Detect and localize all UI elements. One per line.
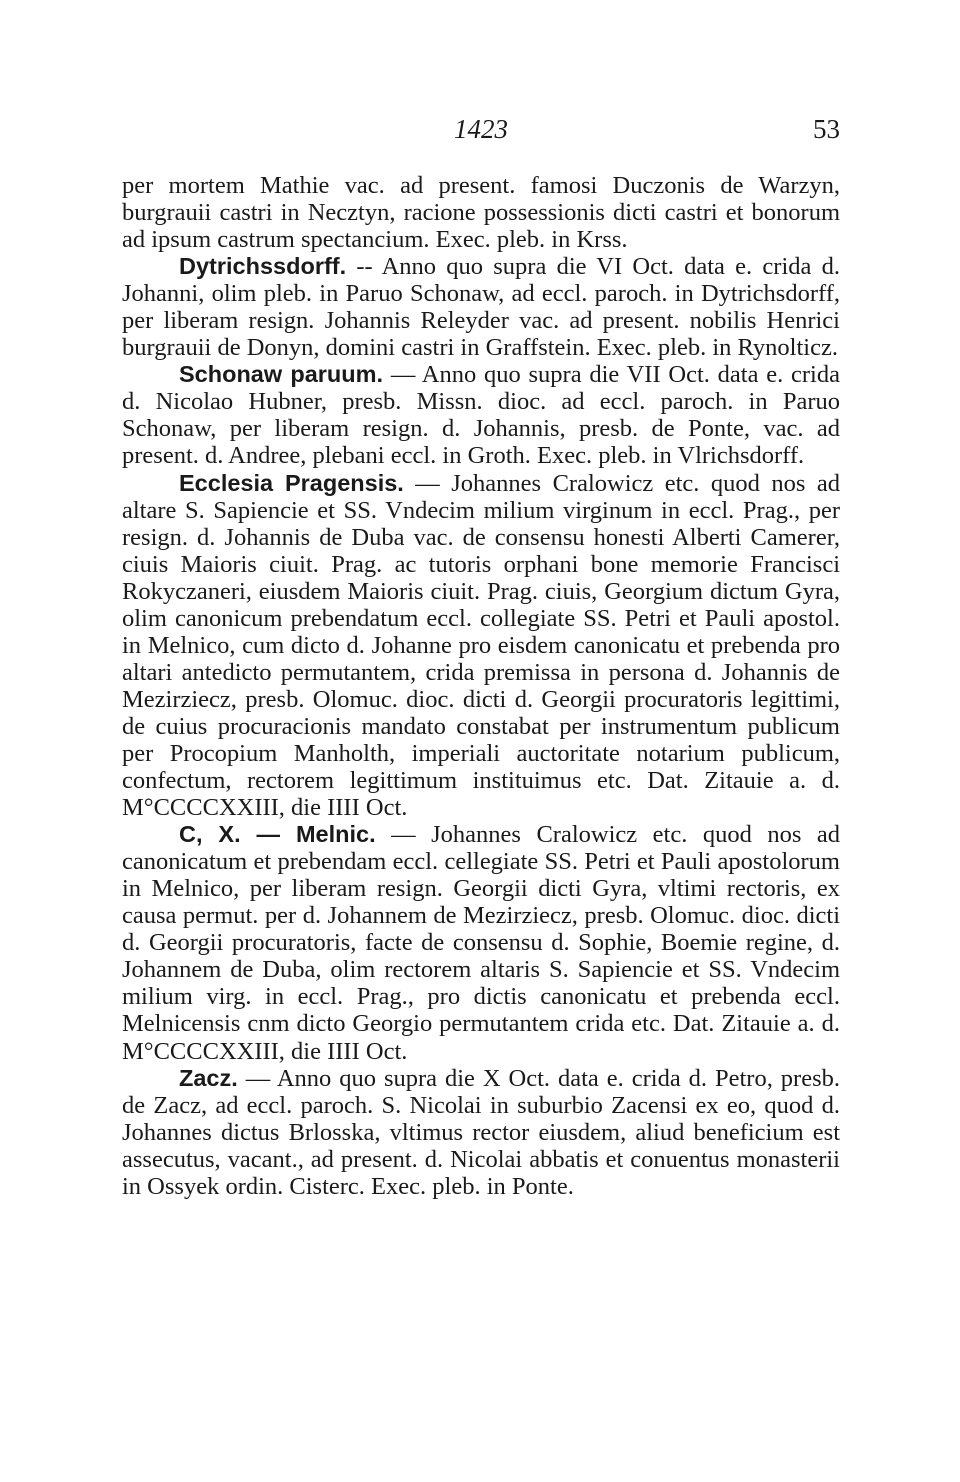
entry-paragraph: [122, 1065, 840, 1200]
paragraph: [122, 172, 840, 253]
entry-heading: Ecclesia Pragensis.: [179, 469, 404, 496]
entry-heading: C, X. — Melnic.: [179, 821, 376, 848]
entry-text: — Anno quo supra die X Oct. data e. crida d. Petro, presb. de Zacz, ad eccl. paroch. S. Nicolai in suburbio Zacensi ex eo, quod d. Johannes dictus Brlosska, vltimus rector eiusdem, aliud beneficium est assecutus, vacant., ad present. d. Nicolai abbatis et conuentus monasterii in Ossyek ordin. Cisterc. Exec. pleb. in Ponte.: [122, 1064, 840, 1200]
entry-text: -- Anno quo supra die VI Oct. data e. crida d. Johanni, olim pleb. in Paruo Schonaw, ad eccl. paroch. in Dytrichsdorff, per liberam resign. Johannis Releyder vac. ad present. nobilis Henrici burgrauii de Donyn, domini castri in Graffstein. Exec. pleb. in Rynolticz.: [122, 253, 840, 362]
entry-paragraph: [122, 470, 840, 822]
entry-text: — Anno quo supra die VII Oct. data e. crida d. Nicolao Hubner, presb. Missn. dioc. ad eccl. paroch. in Paruo Schonaw, per liberam resign. d. Johannis, presb. de Ponte, vac. ad present. d. Andree, plebani eccl. in Groth. Exec. pleb. in Vlrichsdorff.: [122, 361, 840, 470]
entry-text: — Johannes Cralowicz etc. quod nos ad canonicatum et prebendam eccl. cellegiate SS. Petri et Pauli apostolorum in Melnico, per liberam resign. Georgii dicti Gyra, vltimi rectoris, ex causa permut. per d. Johannem de Mezirziecz, presb. Olomuc. dioc. dicti d. Georgii procuratoris, facte de consensu d. Sophie, Boemie regine, d. Johannem de Duba, olim rectorem altaris S. Sapiencie et SS. Vndecim milium virg. in eccl. Prag., pro dictis canonicatu et prebenda eccl. Melnicensis cnm dicto Georgio permutantem crida etc. Dat. Zitauie a. d. M°CCCCXXIII, die IIII Oct.: [122, 821, 841, 1065]
entry-text: — Johannes Cralowicz etc. quod nos ad altare S. Sapiencie et SS. Vndecim milium virginum in eccl. Prag., per resign. d. Johannis de Duba vac. de consensu honesti Alberti Camerer, ciuis Maioris ciuit. Prag. ac tutoris orphani bone memorie Francisci Rokyczaneri, eiusdem Maioris ciuit. Prag. ciuis, Georgium dictum Gyra, olim canonicum prebendatum eccl. collegiate SS. Petri et Pauli apostol. in Melnico, cum dicto d. Johanne pro eisdem canonicatu et prebenda pro altari antedicto permutantem, crida premissa in persona d. Johannis de Mezirziecz, presb. Olomuc. dioc. dicti d. Georgii procuratoris legittimi, de cuius procuracionis mandato constabat per instrumentum publicum per Procopium Manholth, imperiali auctoritate notarium publicum, confectum, rectorem legittimum instituimus etc. Dat. Zitauie a. d. M°CCCCXXIII, die IIII Oct.: [122, 469, 840, 822]
paragraph-text: per mortem Mathie vac. ad present. famosi Duczonis de Warzyn, burgrauii castri in Necztyn, racione possessionis dicti castri et bonorum ad ipsum castrum spectancium. Exec. pleb. in Krss.: [122, 172, 840, 254]
entry-paragraph: [122, 253, 840, 361]
page-number: 53: [813, 114, 840, 144]
entry-heading: Dytrichssdorff.: [179, 253, 347, 280]
entry-heading: Zacz.: [179, 1064, 238, 1091]
page-body: [122, 172, 840, 1200]
entry-heading: Schonaw paruum.: [179, 361, 384, 388]
entry-paragraph: [122, 361, 840, 469]
page-header: [122, 112, 840, 146]
entry-paragraph: [122, 821, 840, 1064]
running-head-year: 1423: [454, 114, 508, 144]
